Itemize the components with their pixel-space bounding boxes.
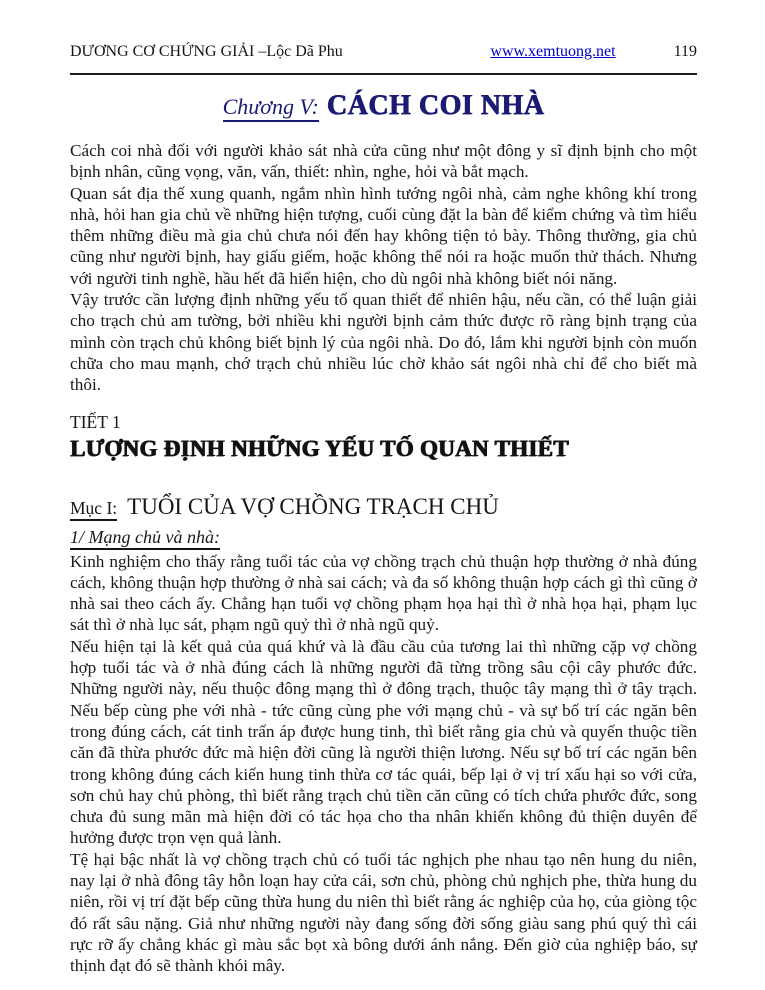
page-number: 119 bbox=[673, 43, 697, 60]
muc-label: Mục I: bbox=[70, 498, 117, 521]
page-header bbox=[70, 42, 697, 62]
section-heading: LƯỢNG ĐỊNH NHỮNG YẾU TỐ QUAN THIẾT bbox=[70, 435, 569, 461]
chapter-label: Chương V: bbox=[223, 94, 319, 122]
paragraph: Kinh nghiệm cho thấy rằng tuổi tác của vợ chồng trạch chủ thuận hợp thường ở nhà đúng cách, không thuận hợp thường ở nhà sai cách; và đa số không thuận hợp cách gì thì cũng ở nhà sai theo cách ấy. Chẳng hạn tuổi vợ chồng phạm họa hại thì ở nhà họa hại, phạm lục sát thì ở nhà lục sát, phạm ngũ quỷ thì ở nhà ngũ quỷ. bbox=[70, 551, 697, 635]
intro-paragraphs bbox=[70, 140, 697, 396]
chapter-title: CÁCH COI NHÀ bbox=[326, 90, 545, 121]
muc-heading bbox=[70, 493, 697, 524]
chapter-heading bbox=[70, 90, 697, 126]
paragraph: Tệ hại bậc nhất là vợ chồng trạch chủ có tuổi tác nghịch phe nhau tạo nên hung du niên, nay lại ở nhà đông tây hỗn loạn hay cửa cái, sơn chủ, phòng chủ nghịch phe, thừa hung du niên, rồi vị trí đặt bếp cũng thừa hung du niên thì biết rằng ác nghiệp của họ, của giòng tộc đó rất sâu nặng. Giả như những người này đang sống đời sống giàu sang phú quý thì cái rực rỡ ấy chẳng khác gì màu sắc bọt xà bông dưới ánh nắng. Đến giờ của nghiệp báo, sự thịnh đạt đó sẽ thành khói mây. bbox=[70, 849, 697, 976]
sub-section-label: 1/ Mạng chủ và nhà: bbox=[70, 527, 220, 550]
paragraph: Cách coi nhà đối với người khảo sát nhà cửa cũng như một đông y sĩ định bịnh cho một bịnh nhân, cũng vọng, văn, vấn, thiết: nhìn, nghe, hỏi và bắt mạch. bbox=[70, 141, 697, 182]
header-divider bbox=[70, 73, 697, 75]
paragraph: Nếu hiện tại là kết quả của quá khứ và là đầu cầu của tương lai thì những cặp vợ chồng hợp tuổi tác và ở nhà đúng cách là những người đã từng trồng sâu cội cây phước đức. Những người này, nếu thuộc đông mạng thì ở đông trạch, thuộc tây mạng thì ở tây trạch. Nếu bếp cùng phe với nhà - tức cũng cùng phe với mạng chủ - và sự bố trí các ngăn bên trong đúng cách, cát tinh trấn áp được hung tinh, thì biết rằng gia chủ và quyến thuộc tiền căn đã thừa phước đức mà hiện đời cũng là người thiện lương. Nếu sự bố trí các ngăn bên trong không đúng cách kiến hung tinh thừa cơ tác quái, bếp lại ở vị trí xấu hại so với cửa, sơn chủ hay chủ phòng, thì biết rằng trạch chủ tiền căn cũng có tích chứa phước đức, song chưa đủ sung mãn mà hiện đời có tác họa cho tha nhân khiến không đủ thiện duyên để hưởng được trọn vẹn quả lành. bbox=[70, 636, 697, 848]
muc-title: TUỔI CỦA VỢ CHỒNG TRẠCH CHỦ bbox=[127, 493, 499, 519]
paragraph: Quan sát địa thế xung quanh, ngắm nhìn hình tướng ngôi nhà, cảm nghe không khí trong nhà, hỏi han gia chủ về những hiện tượng, cuối cùng đặt la bàn để kiểm chứng và tìm hiểu thêm những điều mà gia chủ chưa nói đến hay không tiện tỏ bày. Thông thường, gia chủ cũng như người bịnh, hay giấu giếm, hoặc không thể nói ra hoặc muốn thử thách. Nhưng với người tinh nghề, hầu hết đã hiển hiện, cho dù ngôi nhà không biết nói năng. bbox=[70, 183, 697, 288]
book-title: DƯƠNG CƠ CHỨNG GIẢI –Lộc Dã Phu bbox=[70, 43, 343, 60]
paragraph: Vậy trước cần lượng định những yếu tố quan thiết để nhiên hậu, nếu cần, có thể luận giải cho trạch chủ am tường, bởi nhiều khi người bịnh cảm thức được rõ ràng bịnh trạng của mình còn trạch chủ không biết bịnh lý của ngôi nhà. Do đó, lắm khi người bịnh còn muốn chữa cho mau mạnh, chớ trạch chủ nhiều lúc chờ khảo sát ngôi nhà chỉ để cho biết mà thôi. bbox=[70, 290, 697, 395]
body-paragraphs bbox=[70, 551, 697, 977]
sub-section-heading bbox=[70, 525, 697, 549]
website-link[interactable]: www.xemtuong.net bbox=[490, 43, 616, 60]
section-kicker: TIẾT 1 bbox=[70, 411, 121, 432]
